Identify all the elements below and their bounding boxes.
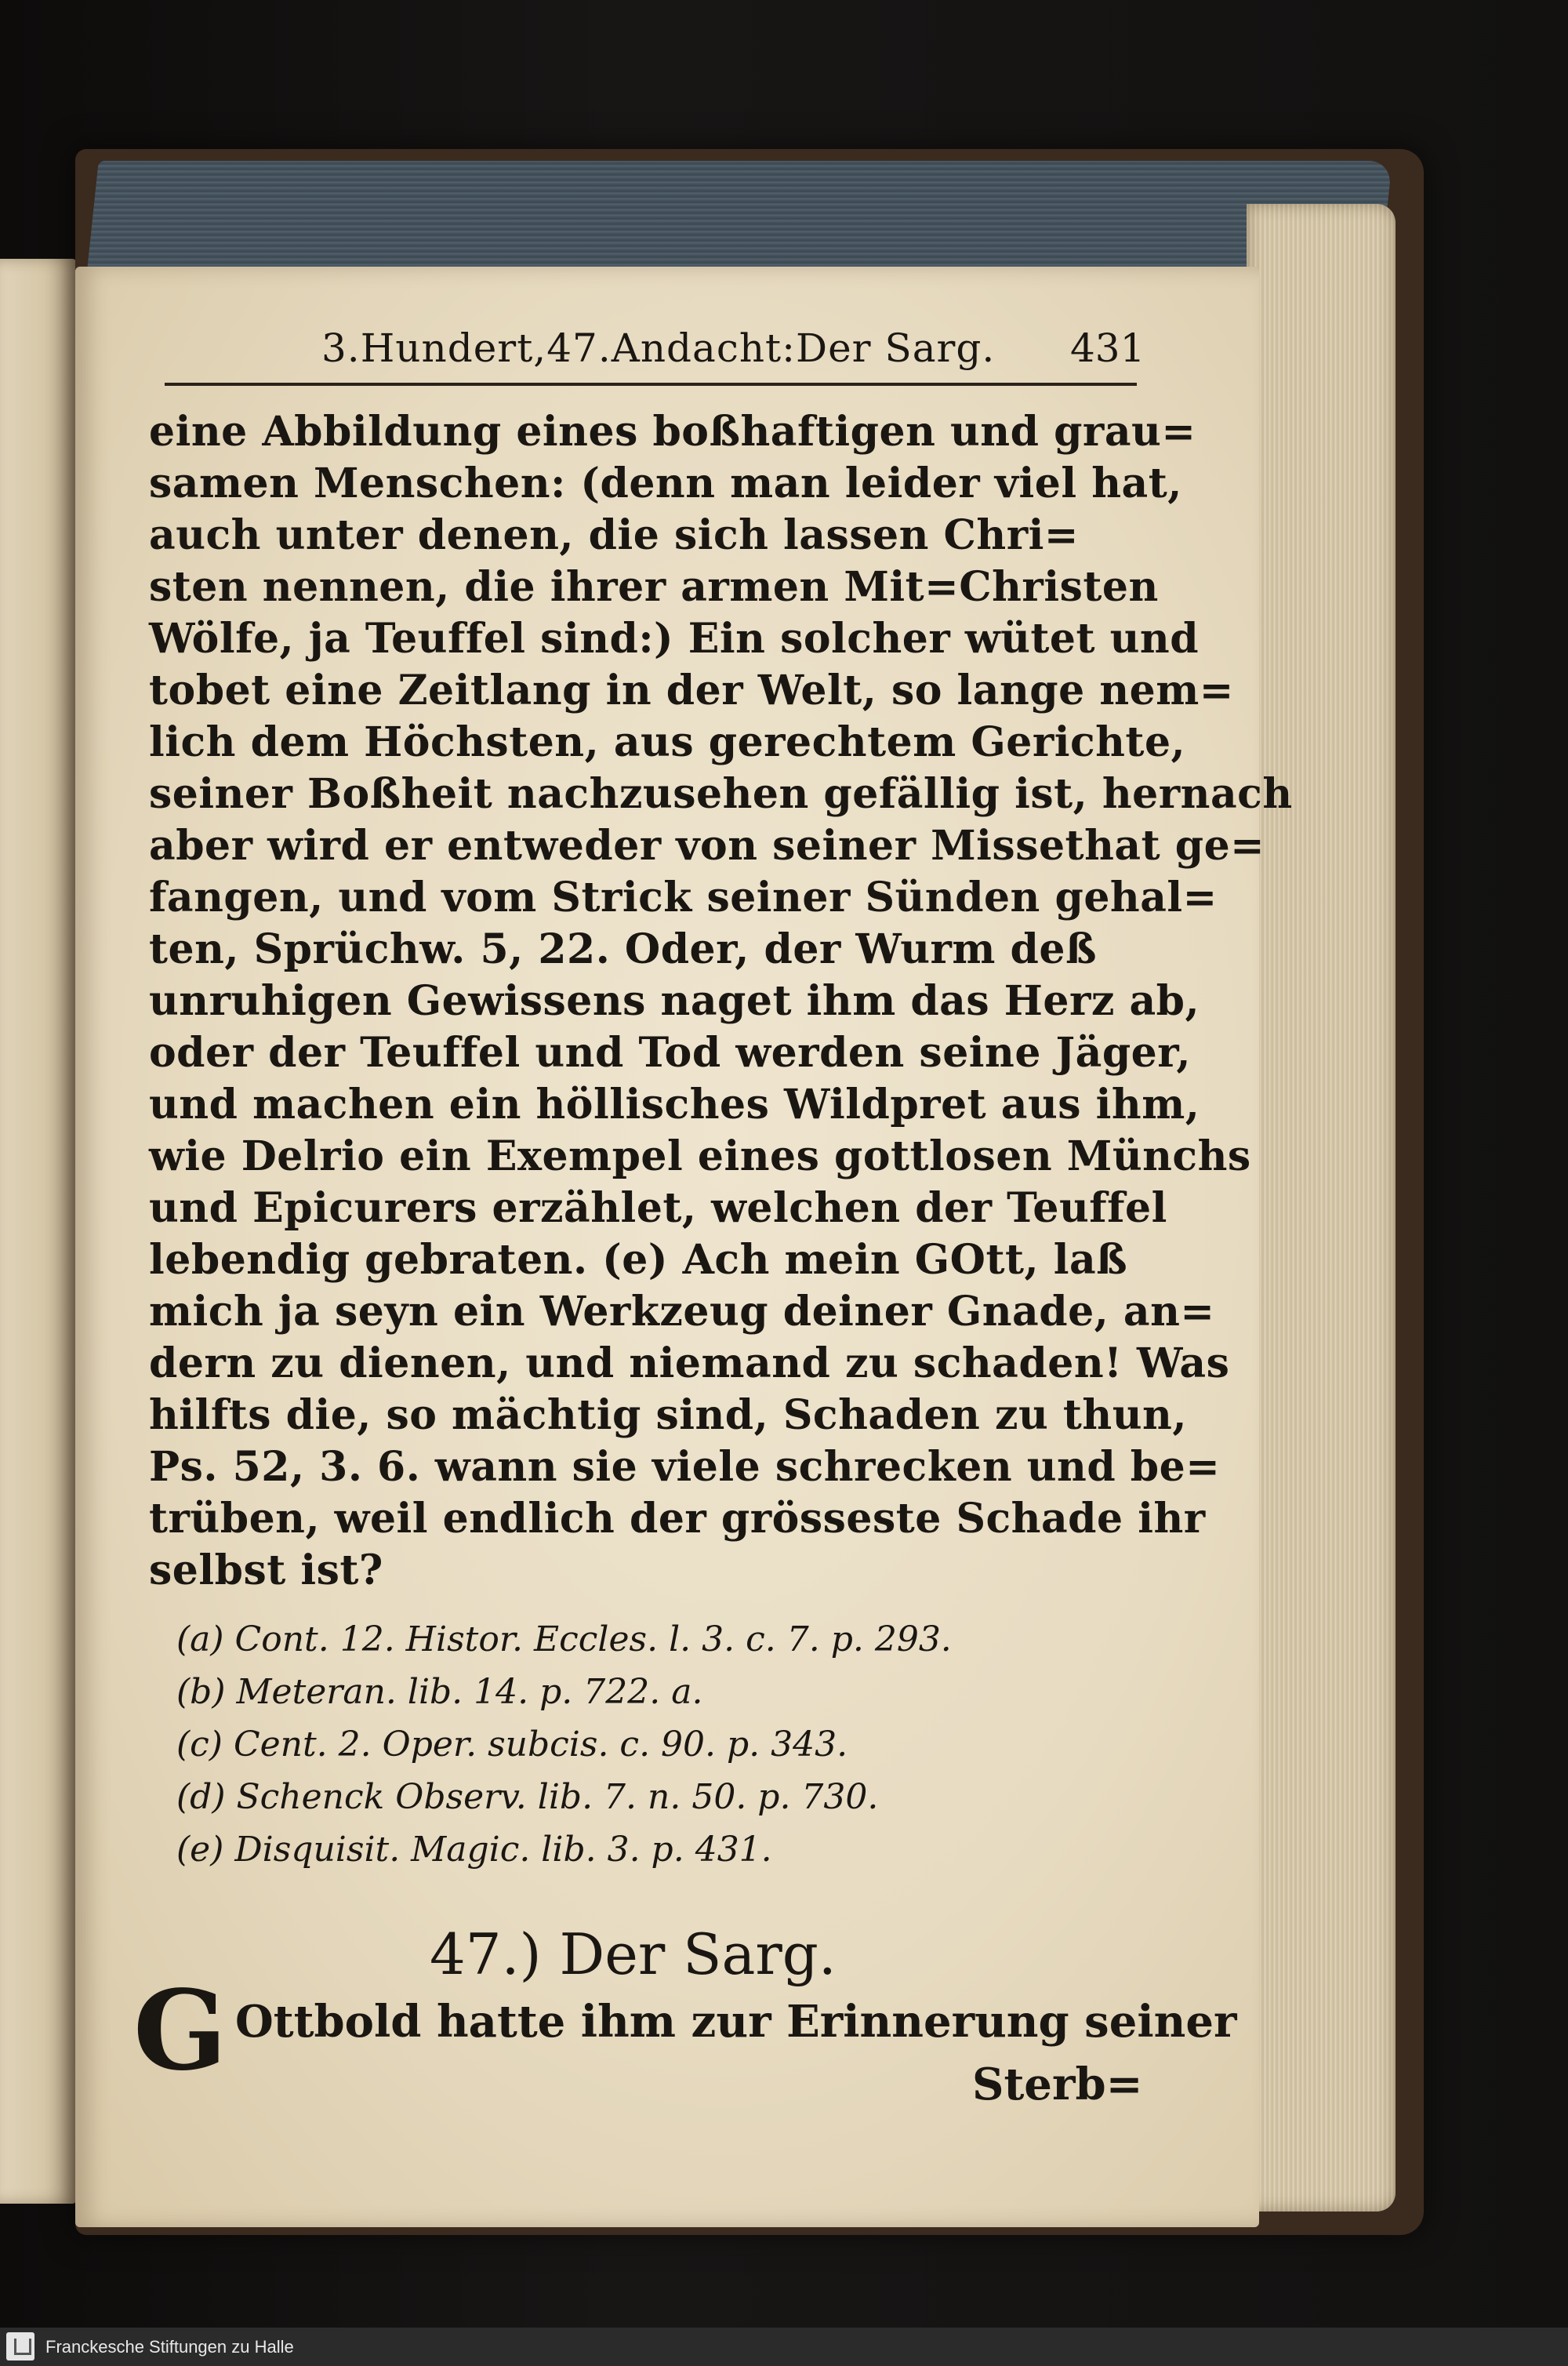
- body-line: und Epicurers erzählet, welchen der Teuffel: [149, 1184, 1167, 1232]
- running-head: 3.Hundert,47.Andacht:Der Sarg.: [321, 325, 996, 371]
- footnote: (b) Meteran. lib. 14. p. 722. a.: [176, 1672, 703, 1712]
- page-number: 431: [1070, 325, 1145, 371]
- drop-cap: G: [133, 1967, 227, 2095]
- body-line: tobet eine Zeitlang in der Welt, so lange nem=: [149, 667, 1234, 714]
- body-line: trüben, weil endlich der grösseste Schade ihr: [149, 1495, 1206, 1543]
- header-rule: [165, 383, 1137, 386]
- body-line: mich ja seyn ein Werkzeug deiner Gnade, an=: [149, 1288, 1215, 1336]
- body-line: unruhigen Gewissens naget ihm das Herz ab,: [149, 977, 1200, 1025]
- page-stack-top-edge: [86, 161, 1392, 278]
- page-stack-fore-edge: [1247, 204, 1396, 2212]
- body-line: eine Abbildung eines boßhaftigen und grau=: [149, 408, 1196, 456]
- institution-logo-icon: [6, 2332, 34, 2361]
- body-line: oder der Teuffel und Tod werden seine Jäger,: [149, 1029, 1191, 1077]
- section-first-line: Ottbold hatte ihm zur Erinnerung seiner: [235, 1996, 1237, 2048]
- body-line: seiner Boßheit nachzusehen gefällig ist, hernach: [149, 770, 1293, 818]
- body-line: aber wird er entweder von seiner Missethat ge=: [149, 822, 1265, 870]
- body-line: lebendig gebraten. (e) Ach mein GOtt, laß: [149, 1236, 1128, 1284]
- catchword: Sterb=: [972, 2059, 1143, 2110]
- footnote: (d) Schenck Observ. lib. 7. n. 50. p. 730.: [176, 1777, 879, 1817]
- body-line: und machen ein höllisches Wildpret aus ihm,: [149, 1081, 1200, 1128]
- body-line: dern zu dienen, und niemand zu schaden! Was: [149, 1339, 1230, 1387]
- body-line: lich dem Höchsten, aus gerechtem Gerichte,: [149, 718, 1186, 766]
- body-line: fangen, und vom Strick seiner Sünden gehal=: [149, 874, 1218, 921]
- body-line: samen Menschen: (denn man leider viel hat,: [149, 460, 1182, 507]
- body-line: auch unter denen, die sich lassen Chri=: [149, 511, 1079, 559]
- footnote: (e) Disquisit. Magic. lib. 3. p. 431.: [176, 1830, 772, 1870]
- body-line: wie Delrio ein Exempel eines gottlosen Münchs: [149, 1132, 1251, 1180]
- left-page-edge: [0, 259, 77, 2204]
- body-line: Wölfe, ja Teuffel sind:) Ein solcher wütet und: [149, 615, 1200, 663]
- section-title: 47.) Der Sarg.: [430, 1921, 837, 1987]
- body-line: sten nennen, die ihrer armen Mit=Christen: [149, 563, 1159, 611]
- footer-institution: Franckesche Stiftungen zu Halle: [45, 2337, 294, 2357]
- body-line: hilfts die, so mächtig sind, Schaden zu thun,: [149, 1391, 1187, 1439]
- body-line: selbst ist?: [149, 1546, 383, 1594]
- footer-bar: [0, 2328, 1568, 2366]
- body-line: Ps. 52, 3. 6. wann sie viele schrecken und be=: [149, 1443, 1221, 1491]
- footnote: (c) Cent. 2. Oper. subcis. c. 90. p. 343.: [176, 1725, 848, 1765]
- footnote: (a) Cont. 12. Histor. Eccles. l. 3. c. 7. p. 293.: [176, 1619, 952, 1659]
- body-line: ten, Sprüchw. 5, 22. Oder, der Wurm deß: [149, 925, 1097, 973]
